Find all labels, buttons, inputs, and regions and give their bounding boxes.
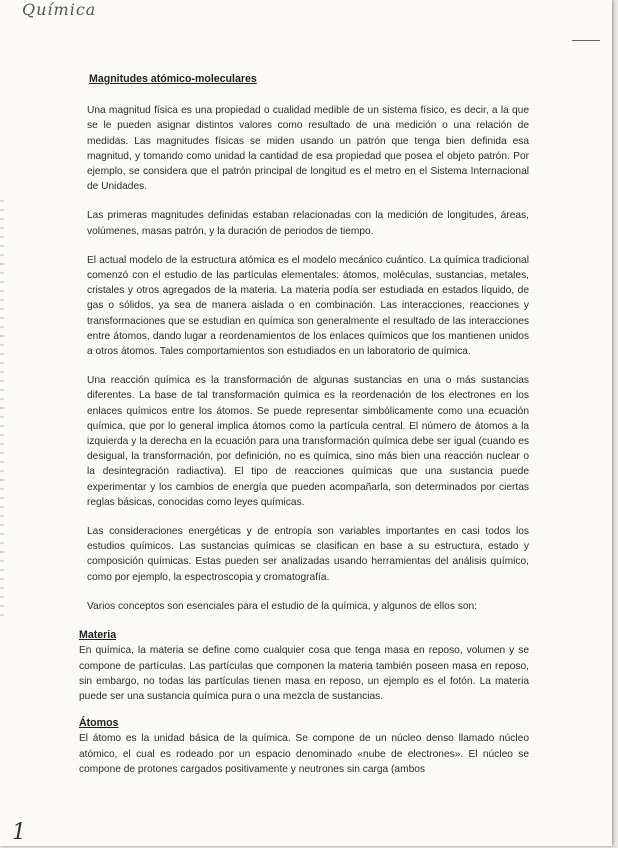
section-text-atomos: El átomo es la unidad básica de la química. Se compone de un núcleo denso llamado núcleo atómico, el cual es rodeado por un espacio denominado «nube de electrones». El núcleo se compone de protones cargados positivamente y neutrones sin carga (ambos: [79, 733, 529, 775]
scan-edge-artifact: [0, 200, 4, 620]
handwritten-subject-note: Química: [22, 0, 97, 19]
section-heading-atomos: Átomos: [79, 717, 119, 730]
handwritten-page-number: 1: [12, 820, 26, 845]
margin-mark: [572, 40, 600, 41]
section-text-materia: En química, la materia se define como cualquier cosa que tenga masa en reposo, volumen y se compone de partículas. Las partículas que componen la materia también poseen masa en reposo, sin embargo, no todas las partículas tienen masa en reposo, un ejemplo es el fotón. La materia puede ser una sustancia química pura o una mezcla de sustancias.: [79, 645, 529, 702]
paragraph: Las consideraciones energéticas y de entropía son variables importantes en casi todos los estudios químicos. Las sustancias químicas se clasifican en base a su estructura, estado y composición químicas. Estas pueden ser analizadas usando herramientas del análisis químico, como por ejemplo, la espectroscopia y cromatografía.: [87, 526, 529, 583]
paragraph: Las primeras magnitudes definidas estaban relacionadas con la medición de longitudes, áreas, volúmenes, masas patrón, y la duración de periodos de tiempo.: [87, 210, 529, 237]
section-heading-materia: Materia: [79, 629, 117, 642]
document-title: Magnitudes atómico-moleculares: [89, 73, 257, 85]
paragraph: Una reacción química es la transformación de algunas sustancias en una o más sustancias diferentes. La base de tal transformación química es la reordenación de los electrones en los enlaces químicos entre los átomos. Se puede representar simbólicamente como una ecuación química, que por lo general implica átomos como la partícula central. El número de átomos a la izquierda y la derecha en la ecuación para una transformación química debe ser igual (cuando es desigual, la transformación, por definición, no es química, sino más bien una reacción nuclear o la desintegración radiactiva). El tipo de reacciones químicas que una sustancia puede experimentar y los cambios de energía que pueden acompañarla, son determinados por ciertas reglas básicas, conocidas como leyes químicas.: [87, 375, 529, 508]
paragraph: Varios conceptos son esenciales para el estudio de la química, y algunos de ellos son:: [87, 600, 477, 612]
paragraph: Una magnitud física es una propiedad o cualidad medible de un sistema físico, es decir, a la que se le pueden asignar distintos valores como resultado de una medición o una relación de medidas. Las magnitudes físicas se miden usando un patrón que tenga bien definida esa magnitud, y tomando como unidad la cantidad de esa propiedad que posea el objeto patrón. Por ejemplo, se considera que el patrón principal de longitud es el metro en el Sistema Internacional de Unidades.: [87, 105, 529, 193]
document-body: [79, 72, 529, 789]
paragraph: El actual modelo de la estructura atómica es el modelo mecánico cuántico. La química tradicional comenzó con el estudio de las partículas elementales: átomos, moléculas, sustancias, metales, cristales y otros agregados de la materia. La materia podía ser estudiada en estados líquido, de gas o sólidos, ya sea de manera aislada o en combinación. Las interacciones, reacciones y transformaciones que se estudian en química son generalmente el resultado de las interacciones entre átomos, dando lugar a reordenamientos de los enlaces químicos que los mantienen unidos a otros átomos. Tales comportamientos son estudiados en un laboratorio de química.: [87, 254, 529, 358]
